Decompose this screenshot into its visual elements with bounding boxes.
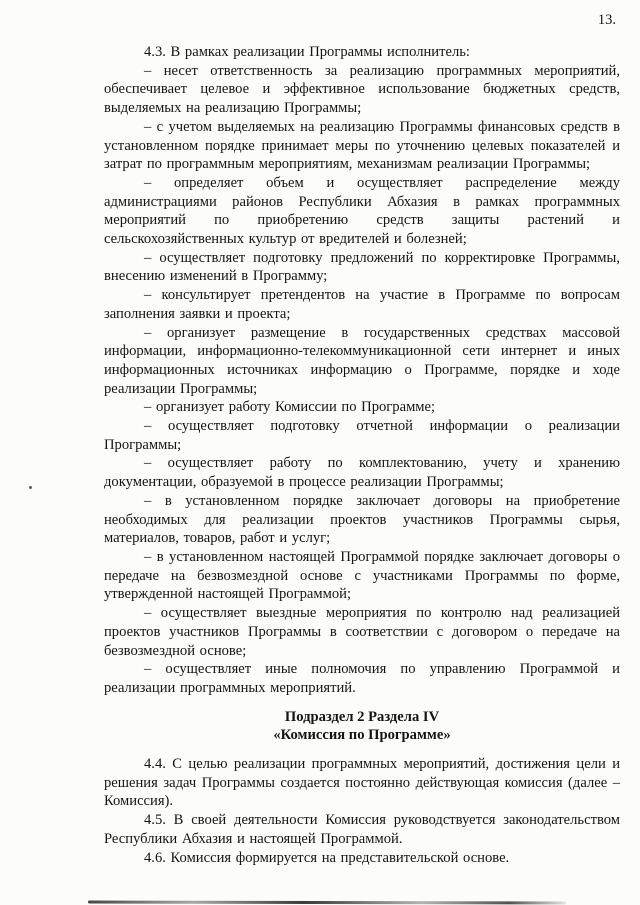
paragraph-4-6: 4.6. Комиссия формируется на представительской основе. [144,849,510,866]
list-item-responsibility: – несет ответственность за реализацию программных мероприятий, обеспечивает целевое и эффективное использование бюджетных средств, выделяемых на реализацию Программы; [104,62,620,117]
list-item-funds-measures: – с учетом выделяемых на реализацию Программы финансовых средств в установленном порядке принимает меры по уточнению целевых показателей и затрат по программным мероприятиям, механизмам реализации Программы; [104,118,620,173]
list-item-documentation: – осуществляет работу по комплектованию, учету и хранению документации, образуемой в процессе реализации Программы; [104,455,620,491]
list-item-media-placement: – организует размещение в государственных средствах массовой информации, информационно-телекоммуникационной сети интернет и иных информационных источниках информацию о Программе, порядке и ходе реализации Программы; [104,324,620,397]
section-heading-line1: Подраздел 2 Раздела IV [284,708,440,725]
paragraph-4-5: 4.5. В своей деятельности Комиссия руководствуется законодательством Республики Абхазия и настоящей Программой. [104,812,620,847]
page-number: 13. [597,12,616,28]
list-item-procurement-contracts: – в установленном порядке заключает договоры на приобретение необходимых для реализации проектов участников Программы сырья, материалов, товаров, работ и услуг; [104,492,620,547]
list-item-distribution: – определяет объем и осуществляет распределение между администрациями районов Республики Абхазия в рамках программных мероприятий по приобретению средств защиты растений и сельскохозяйственных культур от вредителей и болезней; [104,174,620,248]
list-item-proposals: – осуществляет подготовку предложений по корректировке Программы, внесению изменений в Программу; [104,249,620,285]
paragraph-4-3: 4.3. В рамках реализации Программы исполнитель: [144,44,470,60]
list-item-commission-work: – организует работу Комиссии по Программе; [144,399,436,416]
list-item-other-powers: – осуществляет иные полномочия по управлению Программой и реализации программных мероприятий. [104,661,620,696]
section-heading-line2: «Комиссия по Программе» [273,727,451,744]
list-item-consulting: – консультирует претендентов на участие в Программе по вопросам заполнения заявки и проекта; [104,287,620,322]
list-item-field-control: – осуществляет выездные мероприятия по контролю над реализацией проектов участников Программы в соответствии с договором о передаче на безвозмездной основе; [104,605,620,659]
scan-artifact-bottom-edge [88,900,566,904]
paragraph-4-4: 4.4. С целью реализации программных мероприятий, достижения цели и решения задач Программы создается постоянно действующая комиссия (далее – Комиссия). [104,756,620,810]
list-item-transfer-contracts: – в установленном настоящей Программой порядке заключает договоры о передаче на безвозмездной основе с участниками Программы по форме, утвержденной настоящей Программой; [104,548,620,603]
list-item-reporting: – осуществляет подготовку отчетной информации о реализации Программы; [104,418,620,453]
scan-speck-artifact [29,486,32,489]
